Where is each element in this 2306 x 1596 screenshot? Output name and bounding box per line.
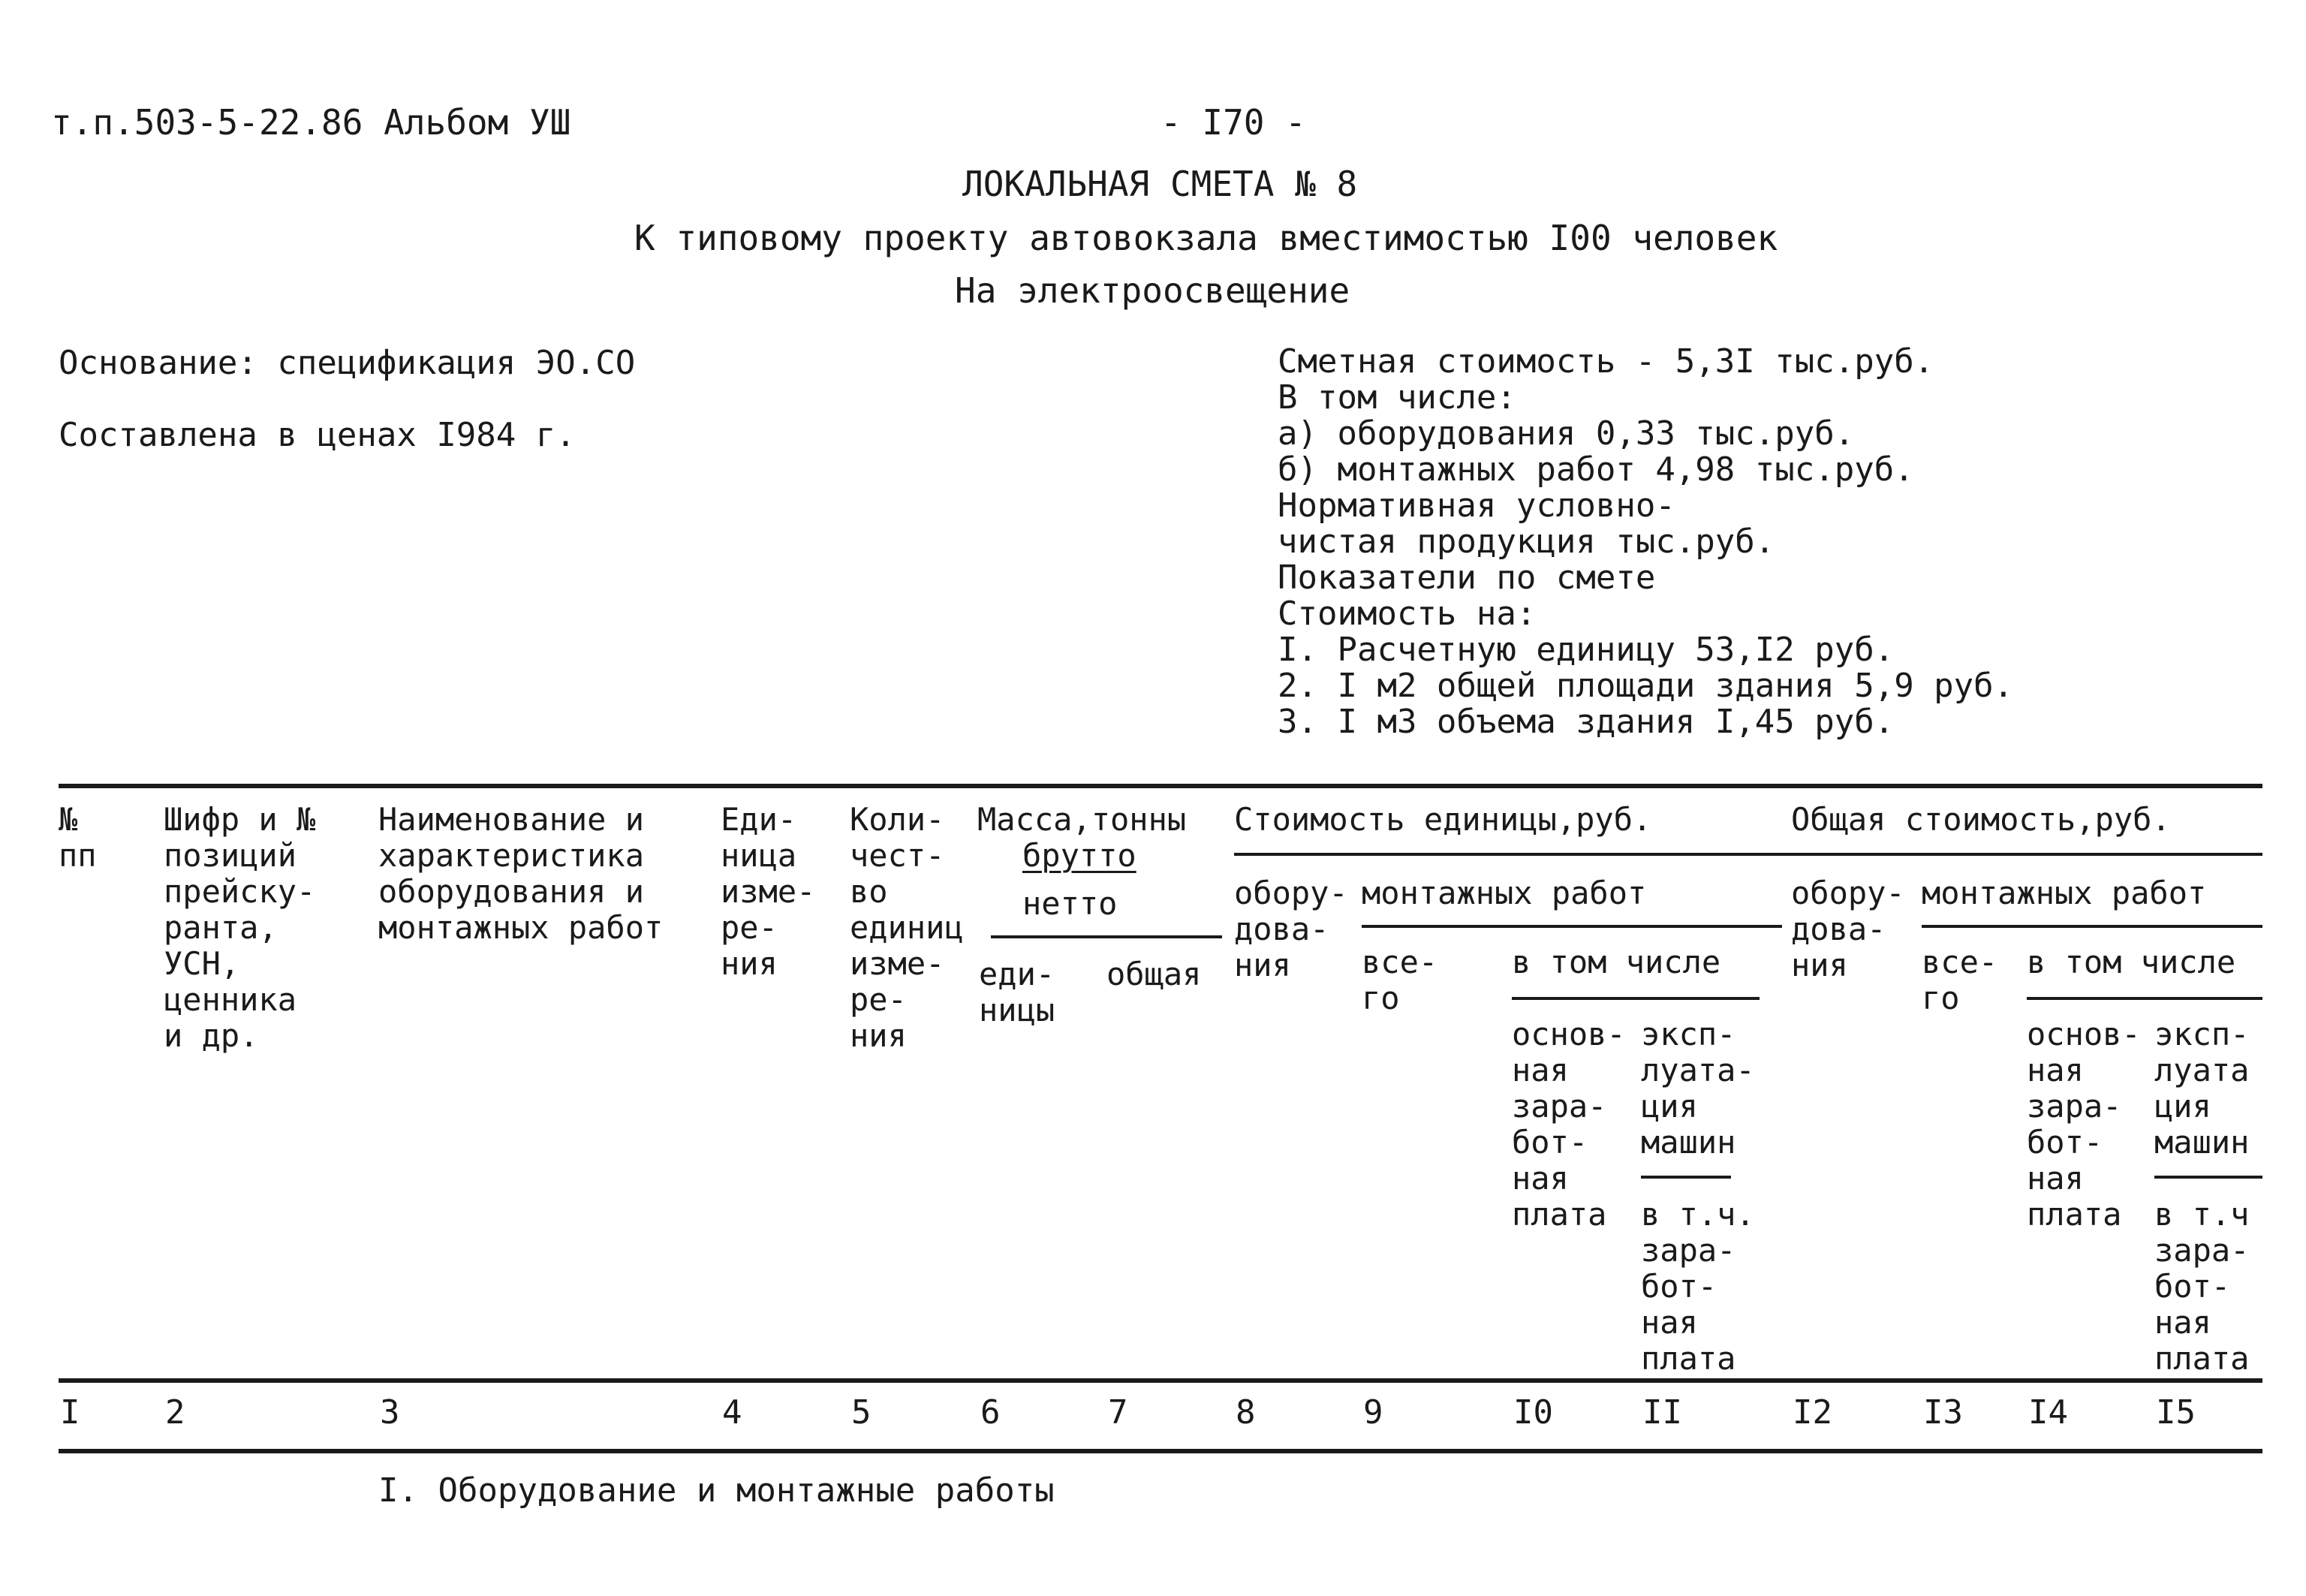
col-basic-wage-total-header: основ- ная зара- бот- ная плата [2027, 1016, 2141, 1233]
incl-total-header: в том числе [2027, 944, 2236, 980]
incl-header: в том числе [1512, 944, 1721, 980]
column-number: I4 [2028, 1393, 2068, 1432]
table-top-rule [59, 784, 2262, 788]
column-number: 6 [980, 1393, 1001, 1432]
section-title: I. Оборудование и монтажные работы [378, 1471, 1055, 1510]
column-number: I0 [1513, 1393, 1553, 1432]
column-number: 7 [1108, 1393, 1128, 1432]
incl-rule-left [1512, 997, 1760, 1000]
install-rule-right [1922, 925, 2262, 928]
column-number: I [60, 1393, 80, 1432]
col-machines-wage-header: в т.ч. зара- бот- ная плата [1641, 1196, 1755, 1377]
incl-rule-right [2027, 997, 2262, 1000]
install-works-total-header: монтажных работ [1922, 875, 2207, 911]
col-machines-wage-total-header: в т.ч зара- бот- ная плата [2154, 1196, 2250, 1377]
column-number: 4 [722, 1393, 742, 1432]
mass-brutto-label: брутто [1022, 837, 1136, 874]
col-code-header: Шифр и № позиций прейску- ранта, УСН, ценника и др. [164, 801, 316, 1054]
summary-block [1278, 344, 2013, 740]
page-title: ЛОКАЛЬНАЯ СМЕТА № 8 [962, 164, 1358, 204]
mass-header: Масса,тонны [977, 801, 1187, 838]
summary-installation: б) монтажных работ 4,98 тыс.руб. [1278, 450, 1914, 489]
col-basic-wage-header: основ- ная зара- бот- ная плата [1512, 1016, 1626, 1233]
estimate-basis: Основание: спецификация ЭО.СО [59, 344, 636, 382]
summary-estimated-cost: Сметная стоимость - 5,3I тыс.руб. [1278, 342, 1934, 381]
install-works-header: монтажных работ [1362, 875, 1647, 911]
estimate-subject: На электроосвещение [955, 270, 1350, 311]
column-number: 5 [851, 1393, 872, 1432]
header-bottom-rule [59, 1378, 2262, 1383]
mass-netto-label: нетто [1022, 885, 1118, 922]
summary-per-m2: 2. I м2 общей площади здания 5,9 руб. [1278, 667, 2014, 705]
col-quantity-header: Коли- чест- во единиц изме- ре- ния [850, 801, 964, 1054]
machines-rule-left [1641, 1176, 1731, 1179]
total-cost-header: Общая стоимость,руб. [1791, 801, 2171, 838]
column-number: 9 [1363, 1393, 1383, 1432]
col-install-sum-header: все- го [1922, 944, 1998, 1016]
numbers-bottom-rule [59, 1449, 2262, 1453]
column-number: 8 [1236, 1393, 1256, 1432]
unit-cost-header: Стоимость единицы,руб. [1234, 801, 1652, 838]
page-subtitle: К типовому проекту автовокзала вместимостью I00 человек [634, 218, 1778, 258]
column-number: II [1642, 1393, 1682, 1432]
cost-header-rule [1234, 853, 2262, 856]
summary-equipment: а) оборудования 0,33 тыс.руб. [1278, 414, 1855, 453]
summary-net-product-1: Нормативная условно- [1278, 486, 1675, 525]
col-name-header: Наименование и характеристика оборудования и монтажных работ [378, 801, 664, 946]
document-code: т.п.503-5-22.86 Альбом УШ [51, 102, 571, 143]
machines-rule-right [2154, 1176, 2262, 1179]
page-number: - I70 - [1161, 102, 1306, 143]
col-machines-total-header: эксп- луата ция машин [2154, 1016, 2250, 1161]
column-number: I3 [1923, 1393, 1963, 1432]
column-number: 3 [380, 1393, 400, 1432]
column-number: I2 [1793, 1393, 1832, 1432]
col-install-total-header: все- го [1362, 944, 1438, 1016]
col-mass-total-header: общая [1106, 956, 1202, 992]
col-unit-header: Еди- ница изме- ре- ния [721, 801, 816, 982]
summary-cost-on: Стоимость на: [1278, 595, 1537, 633]
summary-net-product-2: чистая продукция тыс.руб. [1278, 522, 1775, 561]
price-year: Составлена в ценах I984 г. [59, 416, 576, 454]
col-machines-header: эксп- луата- ция машин [1641, 1016, 1755, 1161]
mass-header-rule [991, 935, 1222, 938]
column-number: 2 [165, 1393, 185, 1432]
summary-per-m3: 3. I м3 объема здания I,45 руб. [1278, 703, 1895, 741]
column-number: I5 [2156, 1393, 2196, 1432]
summary-per-unit: I. Расчетную единицу 53,I2 руб. [1278, 631, 1895, 669]
summary-indicators: Показатели по смете [1278, 559, 1656, 597]
install-rule-left [1362, 925, 1782, 928]
col-mass-unit-header: еди- ницы [979, 956, 1055, 1028]
col-equipment-total-header: обору- дова- ния [1791, 875, 1905, 983]
col-number-header: № пп [59, 801, 97, 874]
col-equipment-unit-header: обору- дова- ния [1234, 875, 1348, 983]
summary-including: В том числе: [1278, 378, 1516, 417]
